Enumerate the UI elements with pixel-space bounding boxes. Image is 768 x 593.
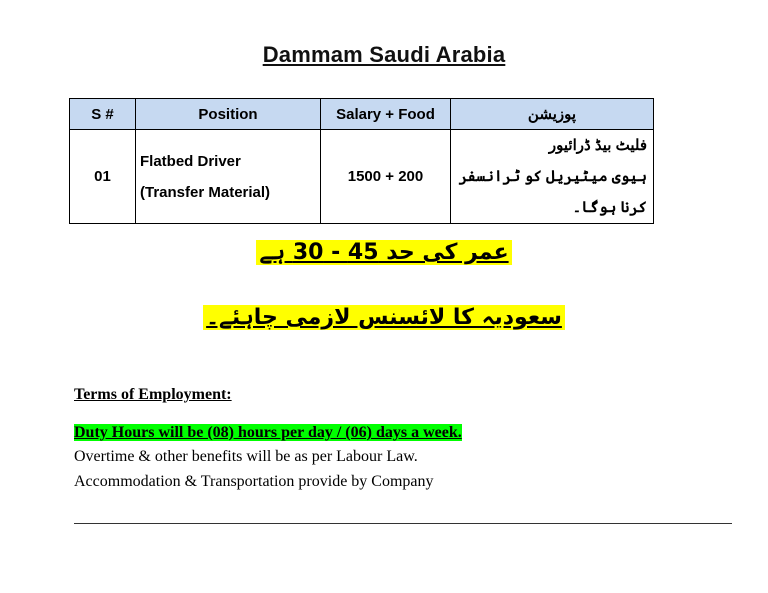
header-salary: Salary + Food [321, 99, 451, 130]
accommodation-line: Accommodation & Transportation provide by Company [74, 473, 434, 490]
footer-divider [74, 523, 732, 524]
header-urdu-position: پوزیشن [451, 99, 654, 130]
duty-hours-text: Duty Hours will be (08) hours per day / (06) days a week. [74, 424, 462, 441]
position-title: Flatbed Driver [140, 152, 241, 170]
duty-hours-line [74, 424, 734, 442]
urdu-position-detail: ہیوی میٹیریل کو ٹرانسفر کرنا ہوگا۔ [458, 168, 647, 216]
header-serial: S # [70, 99, 136, 130]
jobs-table [69, 98, 654, 224]
table-row [70, 130, 654, 224]
cell-serial: 01 [70, 130, 136, 224]
page-title: Dammam Saudi Arabia [262, 42, 506, 67]
license-text: سعودیہ کا لائسنس لازمی چاہئے۔ [203, 305, 565, 330]
license-banner [0, 305, 768, 330]
overtime-line: Overtime & other benefits will be as per Labour Law. [74, 448, 418, 465]
terms-section [74, 386, 734, 491]
header-position: Position [136, 99, 321, 130]
page-title-wrap [0, 42, 768, 68]
table-header-row [70, 99, 654, 130]
urdu-position-title: فلیٹ بیڈ ڈرائیور [548, 137, 647, 154]
position-detail: (Transfer Material) [140, 183, 271, 201]
age-limit-banner [0, 240, 768, 265]
cell-position [136, 130, 321, 224]
age-limit-text: عمر کی حد 45 - 30 ہے [256, 240, 511, 265]
cell-salary: 1500 + 200 [321, 130, 451, 224]
terms-heading: Terms of Employment: [74, 386, 232, 403]
cell-urdu-position [451, 130, 654, 224]
